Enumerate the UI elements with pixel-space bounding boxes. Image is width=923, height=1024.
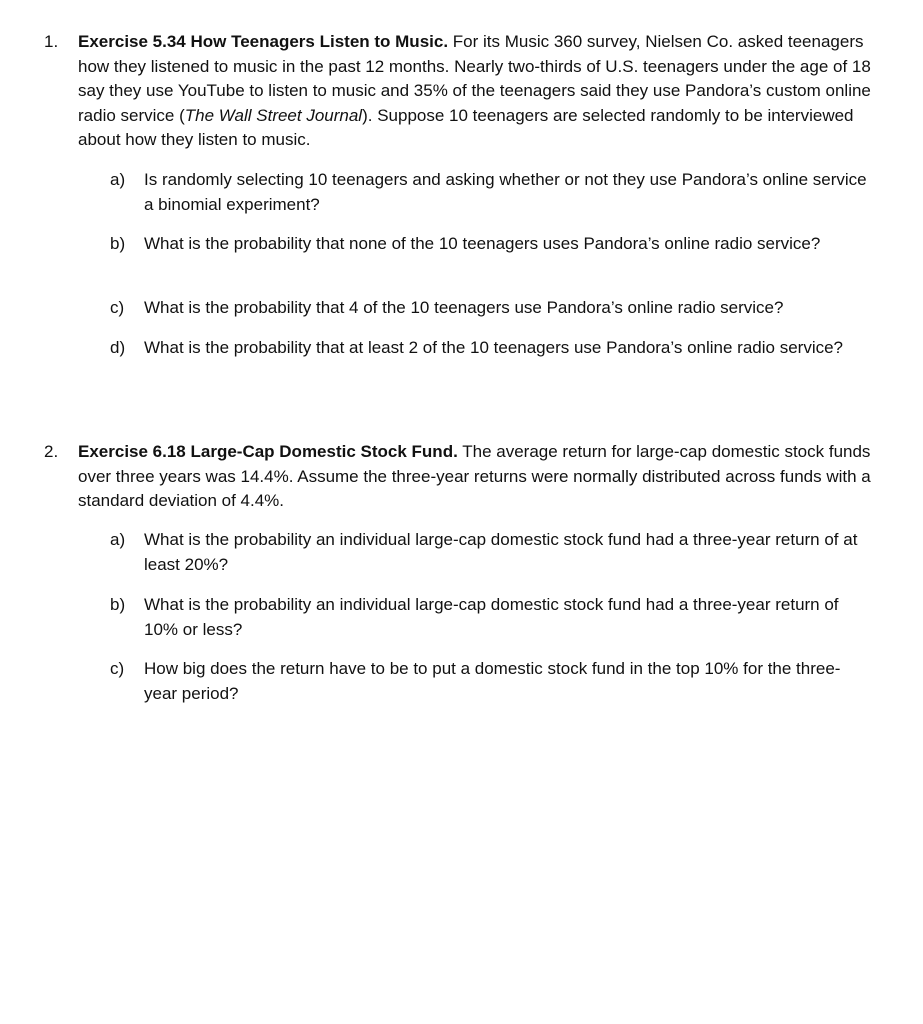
part-question: What is the probability an individual large-cap domestic stock fund had a three-year return of 10% or less?: [144, 595, 839, 639]
problem-text: For its Music 360 survey, Nielsen Co. asked teenagers how they listened to music in the past 12 months. Nearly two-thirds of U.S. teenagers under the age of 18 say they use YouTube to listen to music and 35% of the teenagers said they use Pandora’s custom online radio service (: [78, 32, 871, 125]
part-question: Is randomly selecting 10 teenagers and asking whether or not they use Pandora’s online service a binomial experiment?: [144, 170, 867, 214]
part-a: [110, 168, 870, 217]
part-question: What is the probability that at least 2 of the 10 teenagers use Pandora’s online radio service?: [144, 338, 844, 357]
part-b: [110, 232, 870, 257]
problem-number: 2.: [44, 442, 59, 461]
part-question: How big does the return have to be to put a domestic stock fund in the top 10% for the three-year period?: [144, 659, 841, 703]
part-label: b): [110, 234, 126, 253]
part-c: [110, 657, 870, 706]
problem-title: Exercise 6.18 Large-Cap Domestic Stock Fund.: [78, 442, 458, 461]
part-c: [110, 296, 870, 321]
part-d: [110, 336, 870, 361]
problem-statement: [78, 440, 874, 514]
problem-text: The average return for large-cap domestic stock funds over three years was 14.4%. Assume the three-year returns were normally distributed across funds with a standard deviation of 4.4%.: [78, 442, 871, 510]
part-label: c): [110, 298, 125, 317]
problem-number: 1.: [44, 32, 59, 51]
problem-title: Exercise 5.34 How Teenagers Listen to Music.: [78, 32, 449, 51]
part-label: a): [110, 170, 126, 189]
problem-1: [44, 30, 874, 153]
problem-text-continued: ). Suppose 10 teenagers are selected randomly to be interviewed about how they listen to music.: [78, 105, 854, 149]
source-citation: The Wall Street Journal: [184, 105, 363, 125]
part-label: d): [110, 338, 126, 357]
part-b: [110, 593, 870, 642]
part-question: What is the probability an individual large-cap domestic stock fund had a three-year return of at least 20%?: [144, 530, 858, 574]
part-question: What is the probability that none of the 10 teenagers uses Pandora’s online radio service?: [144, 234, 821, 253]
part-a: [110, 528, 870, 577]
part-label: b): [110, 595, 126, 614]
problem-statement: [78, 30, 874, 153]
problem-2: [44, 440, 874, 514]
part-question: What is the probability that 4 of the 10 teenagers use Pandora’s online radio service?: [144, 298, 784, 317]
part-label: a): [110, 530, 126, 549]
part-label: c): [110, 659, 125, 678]
